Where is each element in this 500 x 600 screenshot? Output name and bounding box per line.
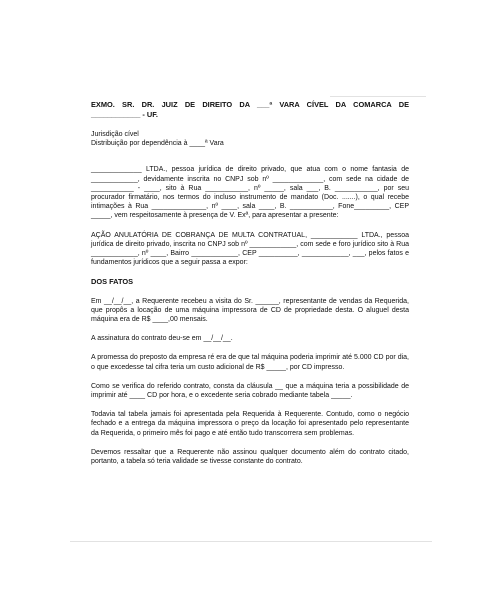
- fact-paragraph-2: A assinatura do contrato deu-se em __/__/__.: [91, 335, 233, 343]
- bottom-divider: [70, 541, 432, 542]
- top-divider: [330, 96, 426, 97]
- fact-paragraph-5: Todavia tal tabela jamais foi apresentada pela Requerida à Requerente. Contudo, como o negócio fechado e a entrega da máquina impressora o preço da locação foi apresentado pelo representante da Requerida, o primeiro mês foi pago e até então tudo transcorrera sem problemas.: [91, 411, 409, 437]
- fact-paragraph-6: Devemos ressaltar que a Requerente não assinou qualquer documento além do contrato citado, portanto, a tabela só teria validade se tivesse constante do contrato.: [91, 448, 409, 466]
- fact-paragraph-3: A promessa do preposto da empresa ré era de que tal máquina poderia imprimir até 5.000 CD por dia, o que excedesse tal cifra teria um custo adicional de R$ _____, por CD impresso.: [91, 354, 409, 371]
- fact-paragraph-1: Em __/__/__, a Requerente recebeu a visita do Sr. ______, representante de vendas da Requerida, que propôs a locação de uma máquina impressora de CD de propriedade desta. O aluguel desta máquina era de R$ ____,00 mensais.: [91, 297, 409, 324]
- distribuicao-line: Distribuição por dependência à ____ª Vara: [91, 140, 224, 148]
- document-page: [91, 100, 409, 466]
- fact-paragraph-4: Como se verifica do referido contrato, consta da cláusula __ que a máquina teria a possibilidade de imprimir até ____ CD por hora, e o excedente seria cobrado mediante tabela _____.: [91, 382, 409, 400]
- jurisdicao-line: Jurisdição cível: [91, 131, 139, 138]
- heading-line-2: ____________ - UF.: [91, 110, 158, 119]
- document-heading: [91, 100, 409, 120]
- dos-fatos-title: DOS FATOS: [91, 277, 134, 287]
- qualificacao-paragraph: _____________ LTDA., pessoa jurídica de direito privado, que atua com o nome fantasia de ____________, devidamente inscrita no CNPJ sob nº _____________, com sede na cidade de ___________ - ____, sito à Rua ___________, nº _____, sala ___, B. ___________, por seu procurador firmatário, nos termos do incluso instrumento de mandato (Doc. .......), o qual recebe intimações à Rua ______________, nº ____, sala ____, B. ___________, Fone_________, CEP _____, vem respeitosamente à presença de V. Exª, para apresentar a presente:: [91, 166, 409, 220]
- acao-paragraph: AÇÃO ANULATÓRIA DE COBRANÇA DE MULTA CONTRATUAL, ____________ LTDA., pessoa jurídica de direito privado, inscrita no CNPJ sob nº ____________, com sede e foro jurídico sito à Rua ____________, nº ____, Bairro ____________, CEP __________, ____________, ___, pelos fatos e fundamentos jurídicos que a seguir passa a expor:: [91, 231, 409, 267]
- heading-line-1: EXMO. SR. DR. JUIZ DE DIREITO DA ___ª VARA CÍVEL DA COMARCA DE: [91, 100, 409, 109]
